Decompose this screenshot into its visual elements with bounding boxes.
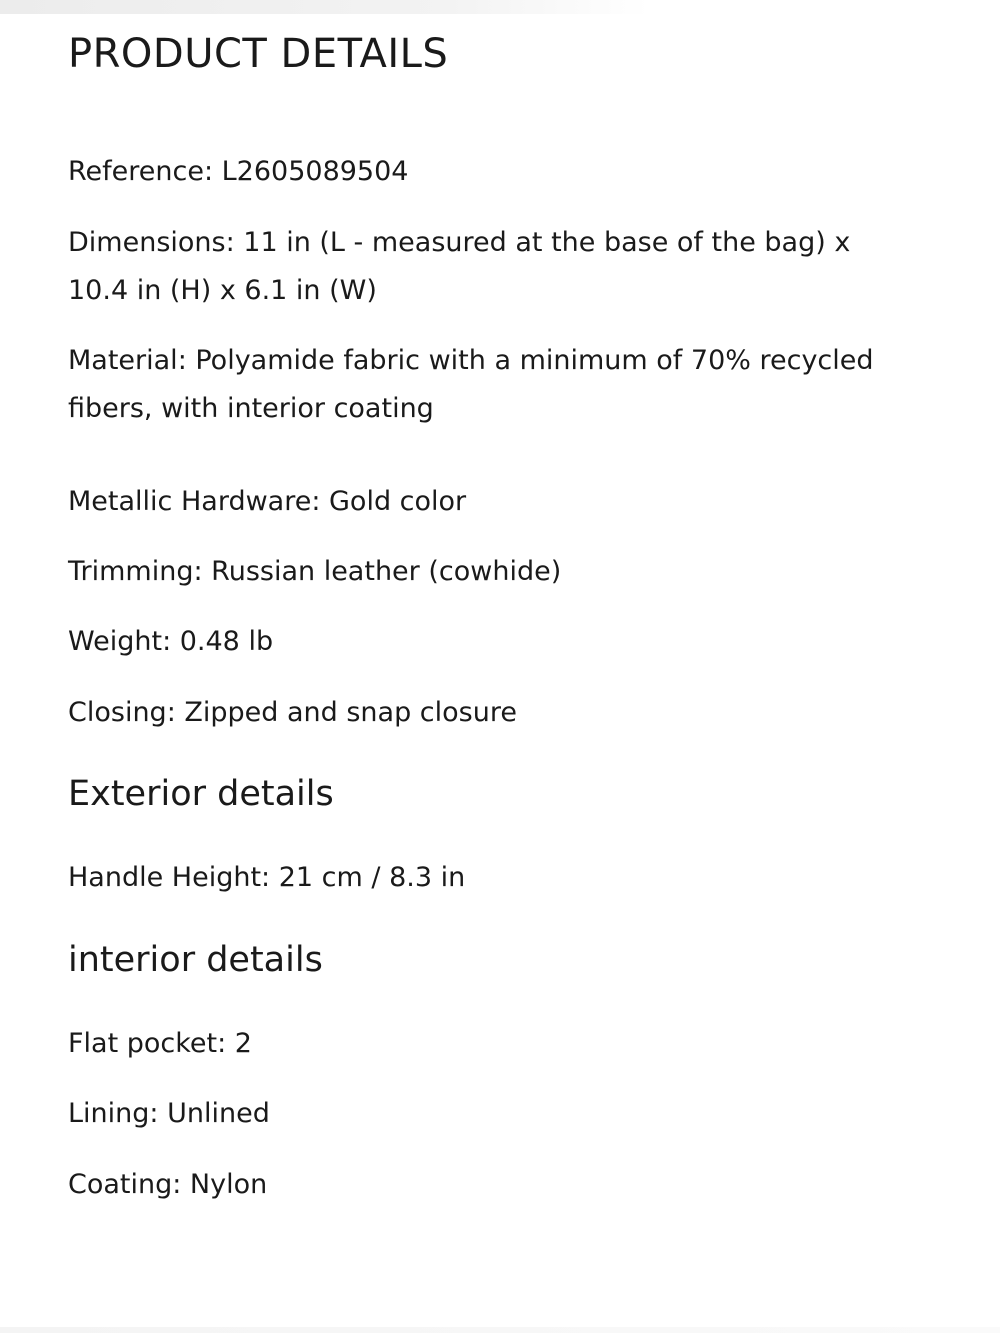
coating-text: Coating: Nylon bbox=[68, 1169, 268, 1200]
hardware-text: Metallic Hardware: Gold color bbox=[68, 486, 467, 517]
top-edge-shadow bbox=[0, 0, 1000, 14]
interior-details-heading: interior details bbox=[68, 940, 323, 980]
material-text: Material: Polyamide fabric with a minimum of 70% recycled fibers, with interior coating bbox=[68, 345, 874, 424]
dimensions-text: Dimensions: 11 in (L - measured at the base of the bag) x 10.4 in (H) x 6.1 in (W) bbox=[68, 227, 851, 306]
weight-text: Weight: 0.48 lb bbox=[68, 626, 274, 657]
closing-text: Closing: Zipped and snap closure bbox=[68, 697, 517, 728]
page-title: PRODUCT DETAILS bbox=[68, 31, 449, 77]
flat-pocket-text: Flat pocket: 2 bbox=[68, 1028, 252, 1059]
bottom-edge-shadow bbox=[0, 1327, 1000, 1333]
trimming-text: Trimming: Russian leather (cowhide) bbox=[68, 556, 562, 587]
lining-text: Lining: Unlined bbox=[68, 1098, 270, 1129]
exterior-details-heading: Exterior details bbox=[68, 774, 334, 814]
reference-text: Reference: L2605089504 bbox=[68, 156, 409, 187]
handle-height-text: Handle Height: 21 cm / 8.3 in bbox=[68, 862, 466, 893]
